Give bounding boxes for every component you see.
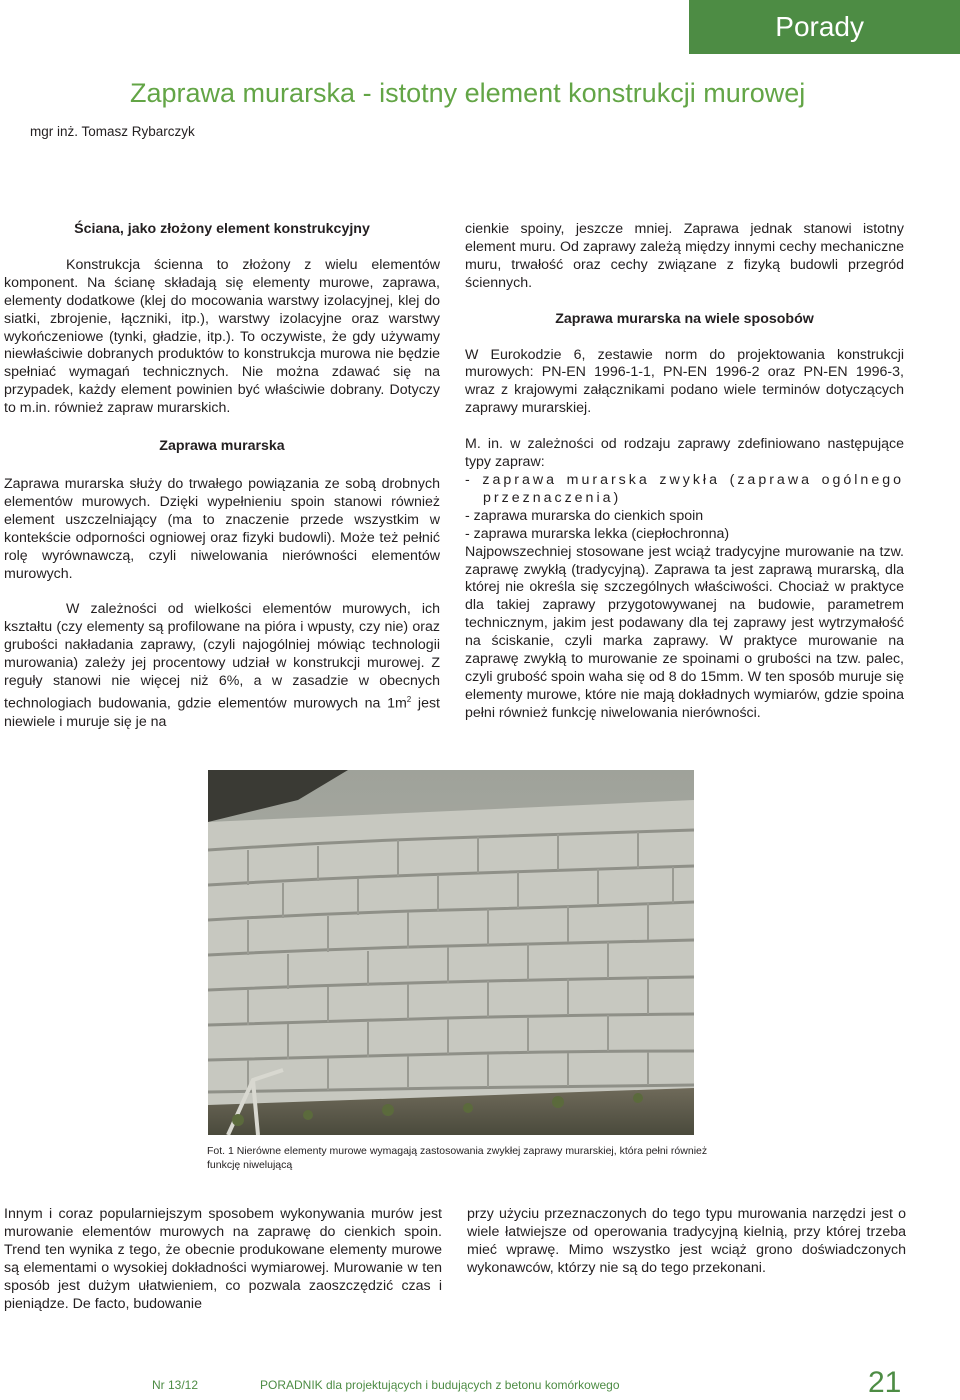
section-heading: Ściana, jako złożony element konstrukcyjny [74,221,370,237]
right-column [465,221,904,723]
photo-caption: Fot. 1 Nierówne elementy murowe wymagają zastosowania zwykłej zaprawy murarskiej, która pełni również funkcję niwelującą [207,1145,708,1171]
paragraph: Innym i coraz popularniejszym sposobem wykonywania murów jest murowanie elementów murowych na zaprawę do cienkich spoin. Trend ten wynika z tego, że obecnie produkowane elementy murowe są elementami o wysokiej dokładności wymiarowej. Murowanie w ten sposób jest dużym ułatwieniem, co pozwala zaoszczędzić czas i pieniądze. De facto, budowanie [4,1206,442,1312]
bottom-right-column [467,1206,906,1278]
article-title: Zaprawa murarska - istotny element konstrukcji murowej [130,78,806,108]
paragraph-text-end: jest niewiele i muruje się je na [4,695,440,730]
list-item: - zaprawa murarska do cienkich spoin [465,507,704,524]
wall-photo [208,770,694,1135]
paragraph: M. in. w zależności od rodzaju zaprawy zdefiniowano następujące typy zapraw: [465,436,904,471]
superscript: 2 [406,694,412,704]
publication-name: PORADNIK dla projektujących i budujących z betonu komórkowego [260,1378,620,1392]
bottom-left-column [4,1206,442,1313]
list-item: - zaprawa murarska lekka (ciepłochronna) [465,525,730,542]
section-heading: Zaprawa murarska na wiele sposobów [555,310,814,327]
section-tab [689,0,960,54]
section-tab-label: Porady [775,11,864,42]
paragraph: Zaprawa murarska służy do trwałego powiązania ze sobą drobnych elementów murowych. Dzięki wypełnieniu spoin stanowi również element uszczelniający (ma to znaczenie przede wszystkim w kontekście odporności ogniowej oraz fizyki budowli). Może też pełnić rolę wyrównawczą, czyli niwelowania nierówności elementów murowych. [4,475,440,582]
paragraph: Konstrukcja ścienna to złożony z wielu elementów komponent. Na ścianę składają się elementy murowe, zaprawa, elementy dodatkowe (klej do mocowania warstwy izolacyjnej, klej do siatki, zbrojenie, łączniki, itp.), warstwy izolacyjne oraz warstwy wykończeniowe (tynki, gładzie, itp.). To oczywiste, że gdy używamy niewłaściwie dobranych produktów to konstrukcja murowa nie będzie spełniać wymagań technicznych. Nie można zdawać się na przypadek, każdy element powinien być właściwie dobrany. Dotyczy to m.in. również zapraw murarskich. [4,256,440,417]
paragraph [4,601,440,731]
paragraph: W Eurokodzie 6, zestawie norm do projektowania konstrukcji murowych: PN-EN 1996-1-1, PN-EN 1996-2 oraz PN-EN 1996-3, wraz z krajowymi załącznikami podano wiele terminów dotyczących zaprawy murarskiej. [465,346,904,417]
paragraph-text: W zależności od wielkości elementów murowych, ich kształtu (czy elementy są profilowane na pióra i wpusty, czy nie) oraz grubości nakładania zaprawy, (czyli najogólniej mówiąc technologii murowania) zależy jej procentowy udział w konstrukcji murowej. Z reguły stanowi nie więcej niż 6%, a w zasadzie w obecnych technologiach budowania, gdzie elementów murowych na 1m [4,601,440,712]
paragraph: cienkie spoiny, jeszcze mniej. Zaprawa jednak stanowi istotny element muru. Od zaprawy zależą między innymi cechy mechaniczne muru, trwałość oraz cechy związane z fizyką budowli przegród ściennych. [465,221,904,291]
issue-number: Nr 13/12 [152,1378,199,1392]
paragraph: Najpowszechniej stosowane jest wciąż tradycyjne murowanie na tzw. zaprawę zwykłą (tradycyjną). Zaprawa ta jest zaprawą murarską, dla której nie określa się szczególnych właściwości. Chociaż w praktyce dla takiej zaprawy przygotowywanej na budowie, parametrem technicznym, jakim jest podawany dla tej zaprawy jest wytrzymałość na ściskanie, czyli marka zaprawy. W praktyce murowanie na zaprawę zwykłą to murowanie ze spoinami o grubości na tzw. palec, czyli grubość spoin waha się od 8 do 15mm. W ten sposób muruje się elementy murowe, które nie mają dokładnych wymiarów, gdzie spoina pełni również funkcję niwelowania nierówności. [465,543,904,721]
article-author: mgr inż. Tomasz Rybarczyk [30,124,195,139]
page-number: 21 [868,1366,902,1399]
paragraph: przy użyciu przeznaczonych do tego typu murowania narzędzi jest o wiele łatwiejsze od operowania tradycyjną kielnią, przy której trzeba mieć wprawę. Mimo wszystko jest wciąż grono doświadczonych wykonawców, którzy nie są do tego przekonani. [467,1206,906,1276]
list-item: - zaprawa murarska zwykła (zaprawa ogólnego przeznaczenia) [465,471,904,506]
left-column [4,221,440,731]
section-heading: Zaprawa murarska [159,438,285,455]
